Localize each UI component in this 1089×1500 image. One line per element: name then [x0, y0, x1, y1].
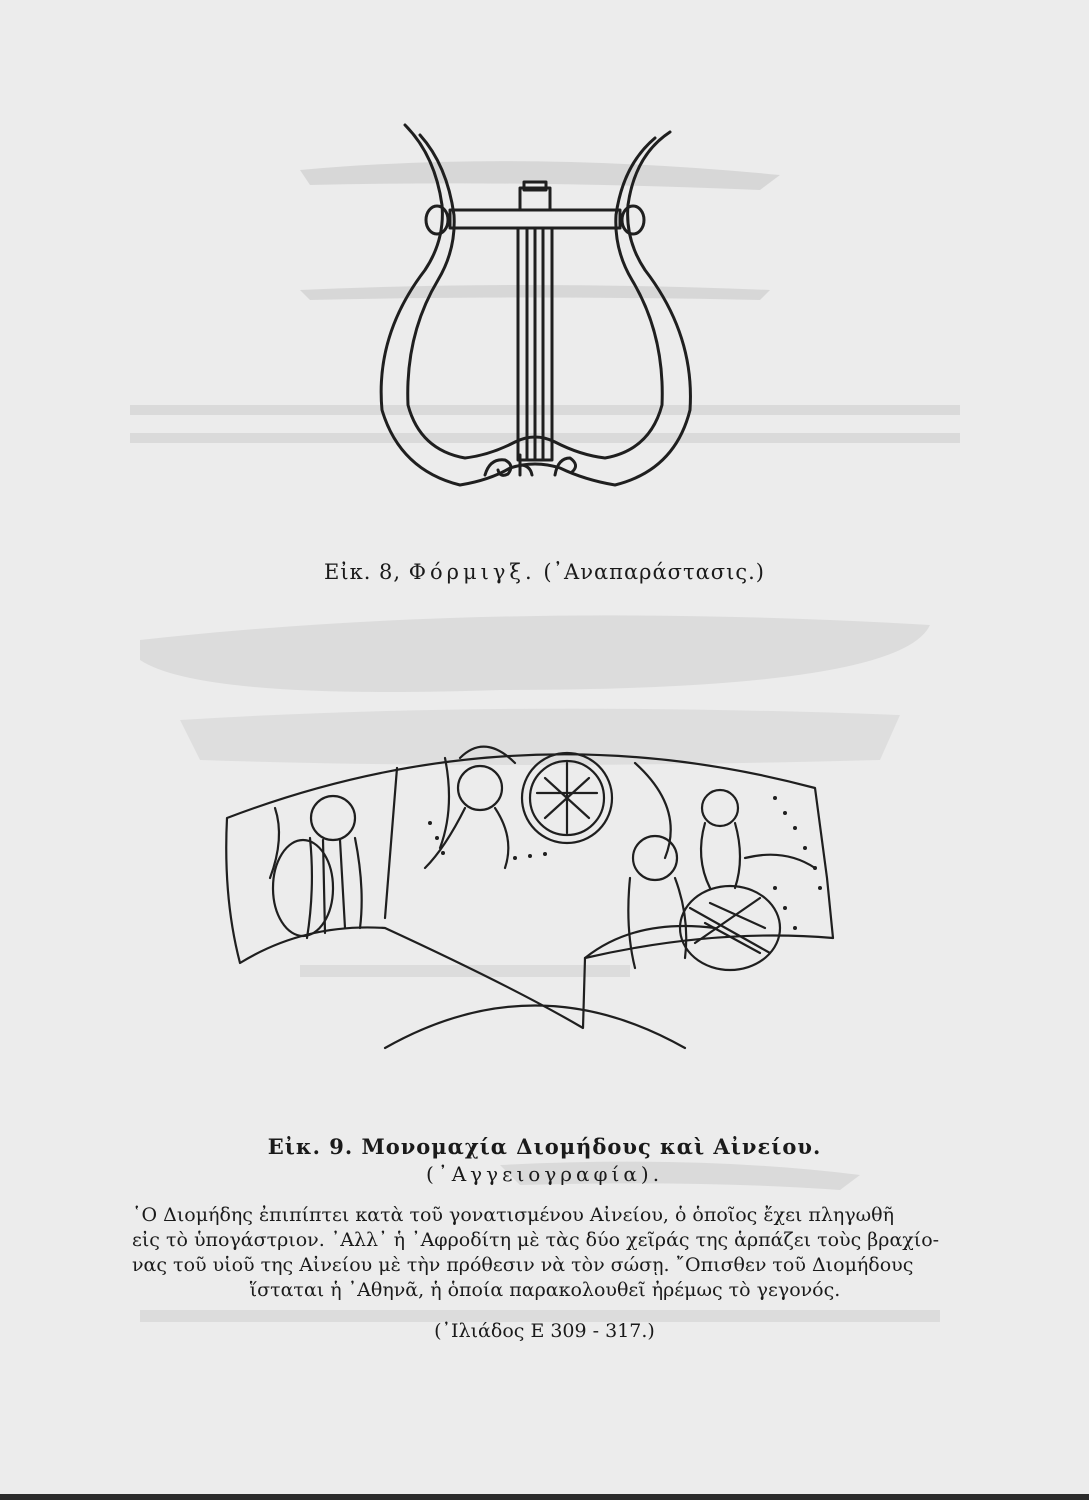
paragraph-line: ῾Ο Διομήδης ἐπιπίπτει κατὰ τοῦ γονατισμένου Αἰνείου, ὁ ὁποῖος ἔχει πληγωθῆ [132, 1204, 894, 1226]
iliad-citation: (᾿Ιλιάδος Ε 309 - 317.) [434, 1320, 655, 1342]
vase-painting-fragment-drawing [215, 728, 855, 1088]
paragraph-line: ἵσταται ἡ ᾿Αθηνᾶ, ἡ ὁποία παρακολουθεῖ ἠρέμως τὸ γεγονός. [249, 1279, 841, 1301]
page-edge-shadow [0, 1494, 1089, 1500]
paragraph-line: νας τοῦ υἱοῦ της Αἰνείου μὲ τὴν πρόθεσιν νὰ τὸν σώσῃ. ῎Οπισθεν τοῦ Διομήδους [132, 1254, 914, 1276]
phorminx-lyre-drawing [370, 120, 700, 510]
dot-border-ornament [428, 796, 822, 930]
figure-9-caption: Εἰκ. 9. Μονομαχία Διομήδους καὶ Αἰνείου. [267, 1134, 822, 1159]
figure-9-description [132, 1203, 958, 1303]
figure-8-number: Εἰκ. 8, [324, 560, 402, 584]
figure-9-subcaption: (᾿Αγγειογραφία). [425, 1162, 664, 1186]
figure-8-title: Φόρμιγξ. [408, 560, 536, 584]
figure-8-note: (᾿Αναπαράστασις.) [543, 560, 765, 584]
figure-8-caption [0, 560, 1089, 584]
paragraph-line: εἰς τὸ ὑπογάστριον. ᾿Αλλ᾿ ἡ ᾿Αφροδίτη μὲ τὰς δύο χεῖράς της ἁρπάζει τοὺς βραχίο- [132, 1229, 940, 1251]
